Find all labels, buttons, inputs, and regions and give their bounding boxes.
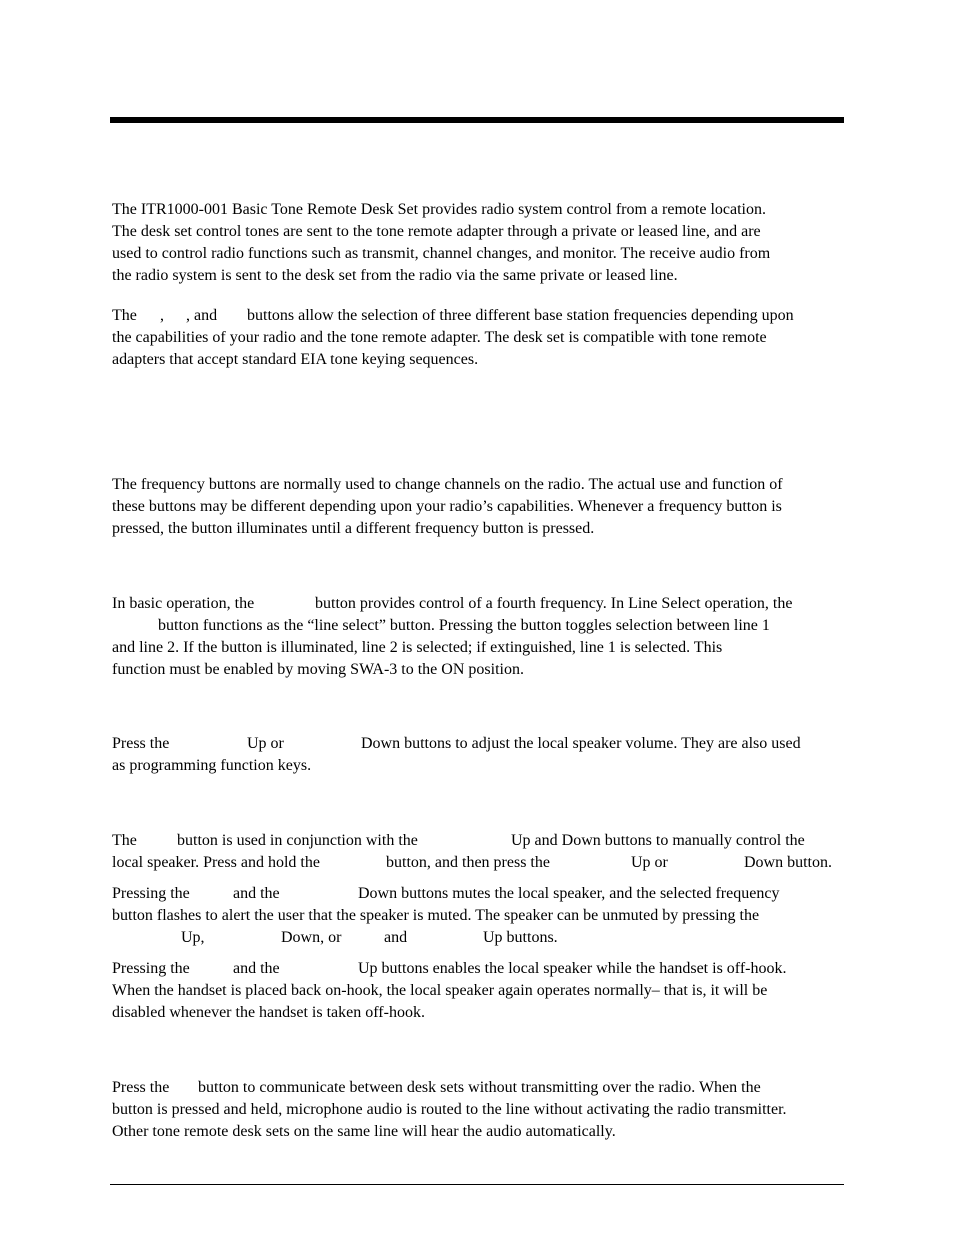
text-segment: Press the [112,1079,170,1096]
text-segment: Down button. [744,854,832,871]
text-segment: , [160,307,164,324]
text-line [112,830,846,852]
text-line [112,593,846,615]
text-line: button flashes to alert the user that the speaker is muted. The speaker can be unmuted by pressing the [112,907,760,924]
text-segment: and the [233,960,280,977]
text-segment: Up buttons enables the local speaker while the handset is off-hook. [358,960,787,977]
monitor-paragraph-1 [112,830,846,874]
text-line [112,733,846,755]
text-segment: Up or [247,735,284,752]
text-segment: local speaker. Press and hold the [112,854,320,871]
text-segment: and the [233,885,280,902]
text-line: and line 2. If the button is illuminated, line 2 is selected; if extinguished, line 1 is selected. This [112,639,723,656]
text-line: as programming function keys. [112,757,312,774]
text-line [112,852,846,874]
volume-paragraph [112,733,846,777]
text-segment: Up buttons. [483,929,558,946]
text-segment: Down buttons mutes the local speaker, and the selected frequency [358,885,780,902]
text-line: pressed, the button illuminates until a different frequency button is pressed. [112,520,595,537]
text-segment: button to communicate between desk sets without transmitting over the radio. When the [198,1079,761,1096]
text-segment: and [384,929,408,946]
text-segment: Pressing the [112,960,190,977]
frequency-buttons-paragraph [112,474,846,540]
text-segment: Up and Down buttons to manually control the [511,832,805,849]
text-segment: Up, [181,929,205,946]
text-line: function must be enabled by moving SWA-3 to the ON position. [112,661,524,678]
text-line [112,883,846,905]
text-line: the radio system is sent to the desk set from the radio via the same private or leased line. [112,267,678,284]
text-segment: button, and then press the [386,854,550,871]
text-line: When the handset is placed back on-hook, the local speaker again operates normally– that is, it will be [112,982,768,999]
text-segment: Press the [112,735,170,752]
text-line [112,1077,846,1099]
text-line: The ITR1000-001 Basic Tone Remote Desk Set provides radio system control from a remote location. [112,201,766,218]
text-segment: button provides control of a fourth frequency. In Line Select operation, the [315,595,793,612]
text-line: adapters that accept standard EIA tone keying sequences. [112,351,479,368]
text-line [112,615,846,637]
text-line: The frequency buttons are normally used to change channels on the radio. The actual use and function of [112,476,783,493]
text-line: disabled whenever the handset is taken off-hook. [112,1004,425,1021]
monitor-paragraph-2 [112,883,846,949]
line-select-paragraph [112,593,846,681]
text-segment: The [112,307,137,324]
text-line [112,927,846,949]
text-segment: Down buttons to adjust the local speaker volume. They are also used [361,735,801,752]
footer-rule [110,1184,844,1185]
intro-paragraph [112,199,846,287]
text-segment: buttons allow the selection of three different base station frequencies depending upon [247,307,794,324]
text-segment: button is used in conjunction with the [177,832,418,849]
text-segment: Pressing the [112,885,190,902]
text-line: button is pressed and held, microphone audio is routed to the line without activating the radio transmitter. [112,1101,787,1118]
header-rule [110,117,844,123]
text-segment: The [112,832,137,849]
text-line: Other tone remote desk sets on the same line will hear the audio automatically. [112,1123,616,1140]
frequency-selection-paragraph [112,305,846,371]
text-line: the capabilities of your radio and the tone remote adapter. The desk set is compatible with tone remote [112,329,767,346]
text-line [112,305,846,327]
text-segment: Down, or [281,929,342,946]
text-line: these buttons may be different depending upon your radio’s capabilities. Whenever a frequency button is [112,498,782,515]
text-line: used to control radio functions such as transmit, channel changes, and monitor. The receive audio from [112,245,771,262]
text-segment: , and [186,307,218,324]
text-line: The desk set control tones are sent to the tone remote adapter through a private or leased line, and are [112,223,761,240]
text-segment: Up or [631,854,668,871]
text-segment: In basic operation, the [112,595,255,612]
monitor-paragraph-3 [112,958,846,1024]
intercom-paragraph [112,1077,846,1143]
text-line [112,958,846,980]
text-segment: button functions as the “line select” button. Pressing the button toggles selection between line 1 [158,617,770,634]
